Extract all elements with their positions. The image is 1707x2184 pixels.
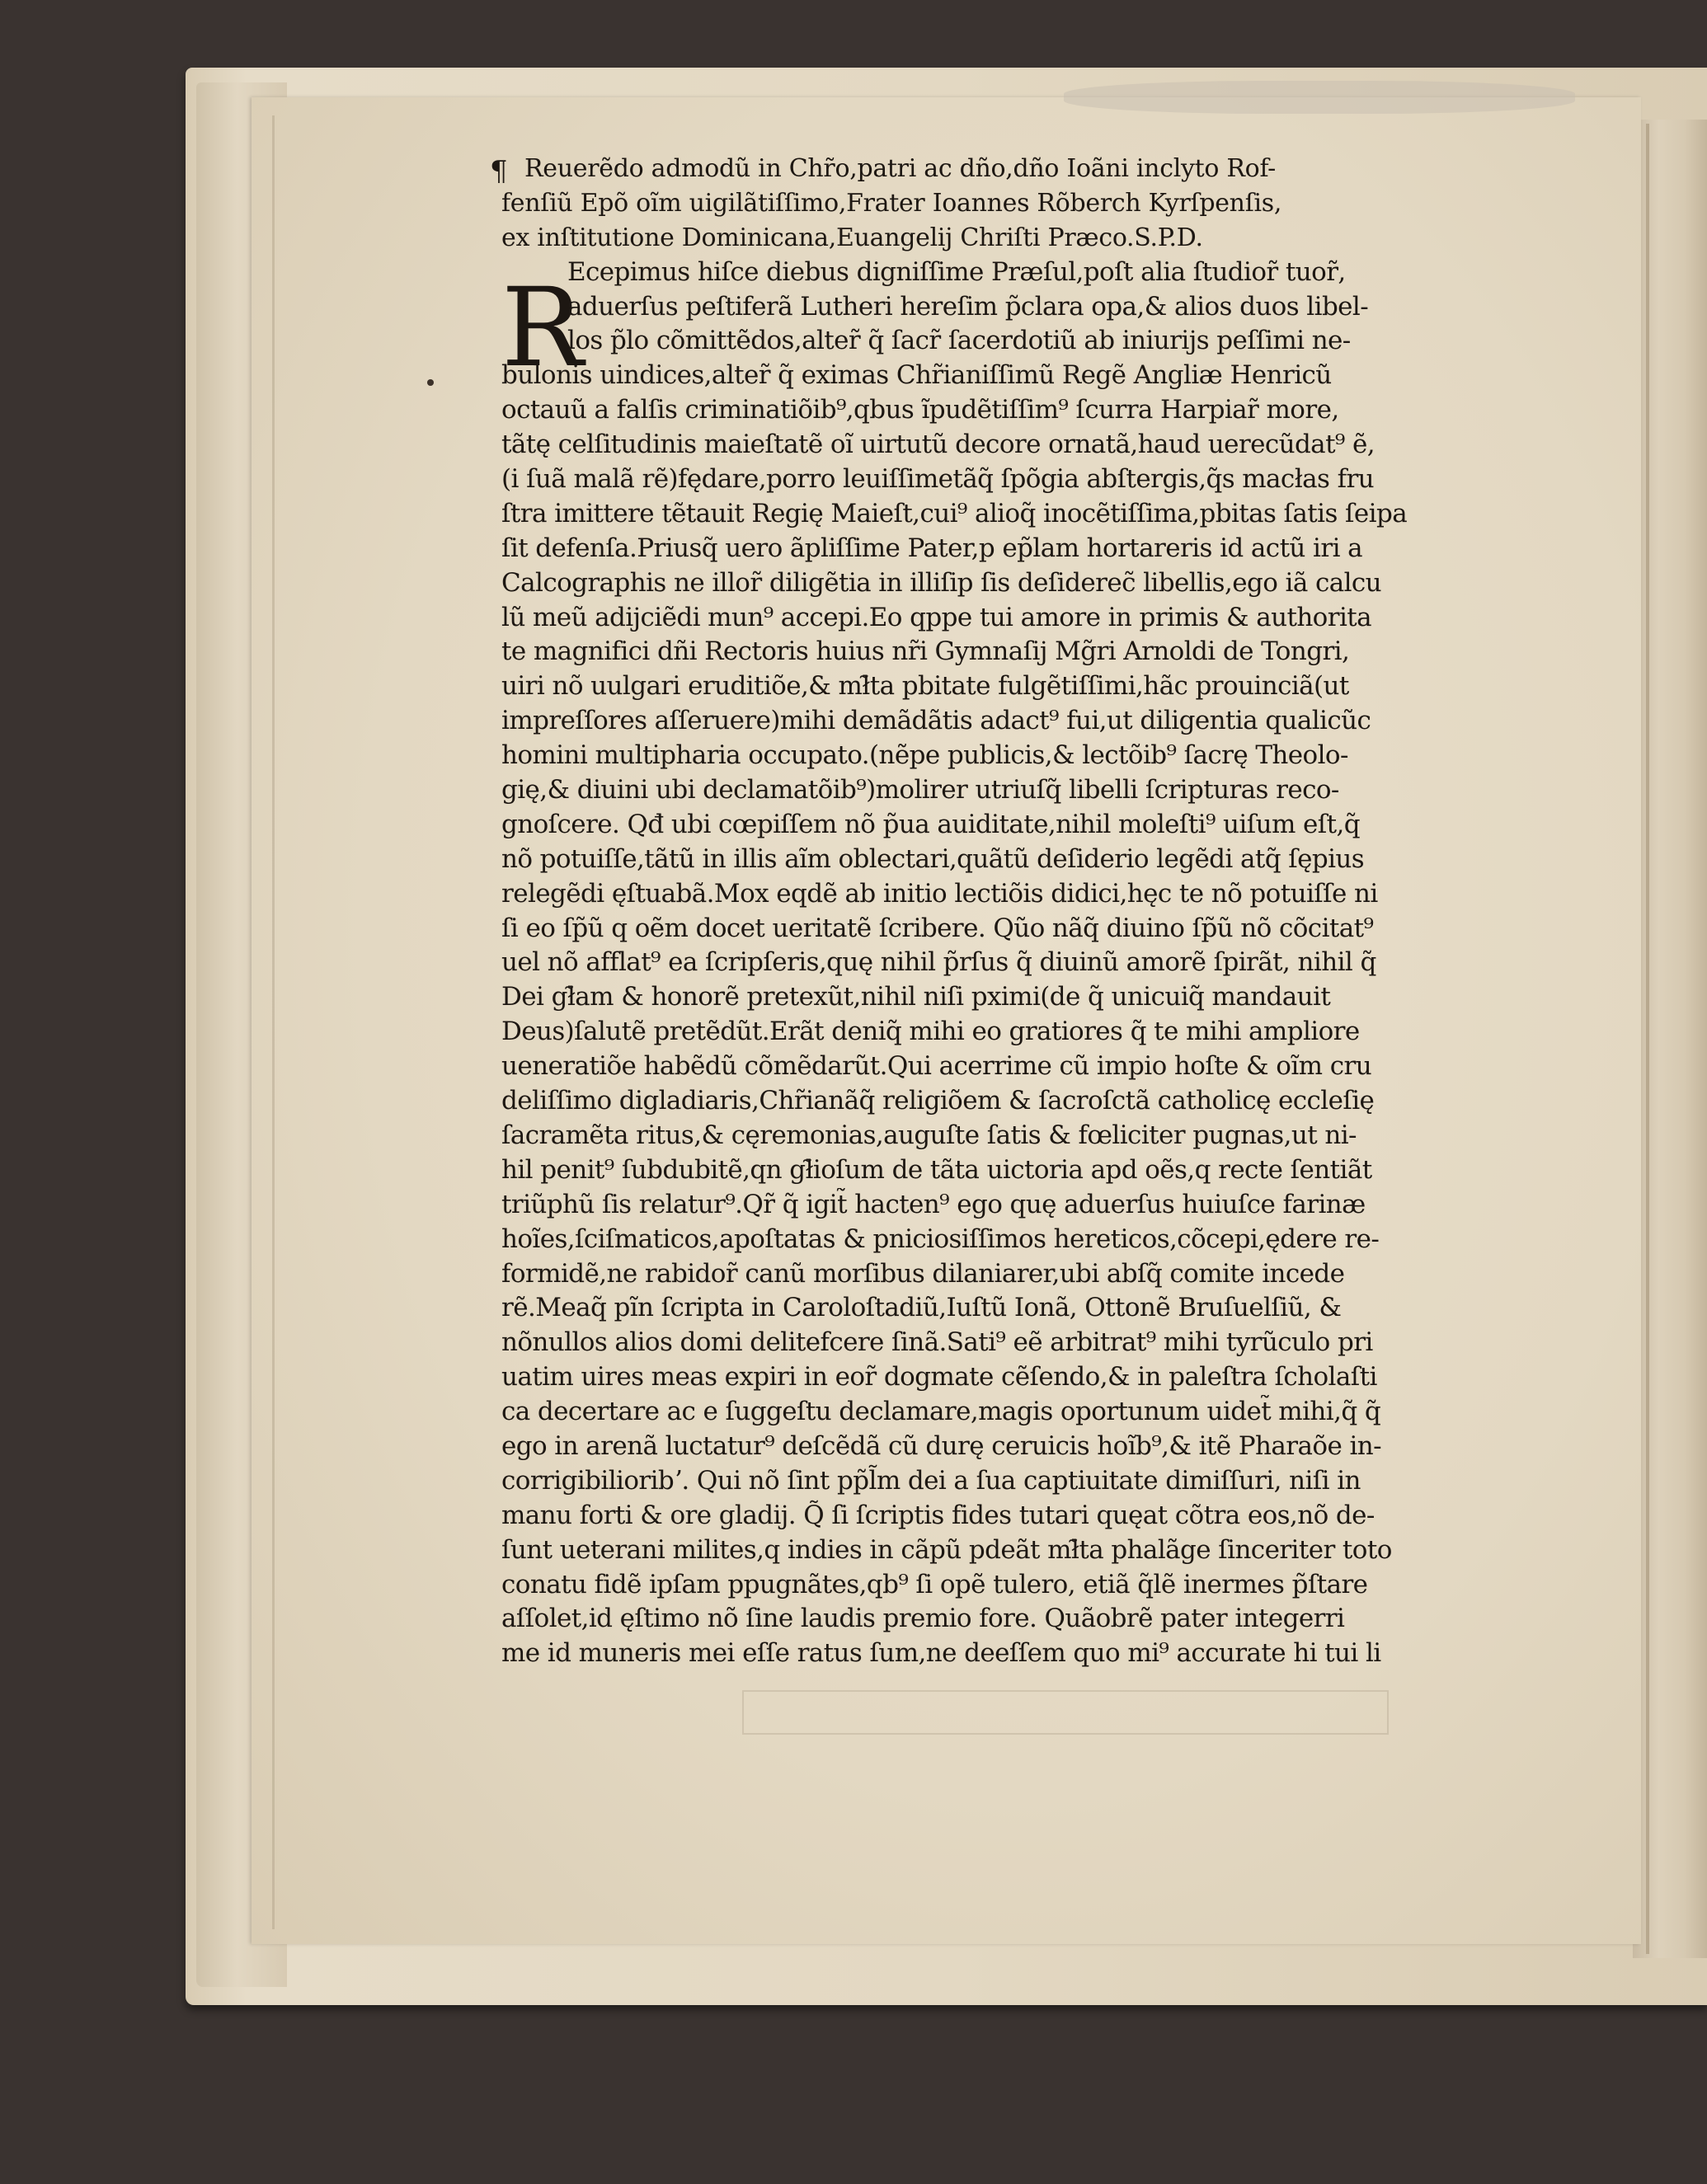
text-line: aduerſus peſtiferã Lutheri hereſim p̃clara opa,& alios duos libel- [567,291,1369,322]
text-line: ſit defenſa.Priusq̃ uero ãpliſſime Pater,p ep̃lam hortareris id actũ iri a [501,533,1363,563]
text-line: gię,& diuini ubi declamatõib⁹)molirer utriuſq̃ libelli ſcripturas reco- [501,775,1339,805]
text-line: los p̃lo cõmittẽdos,alter̃ q̃ ſacr̃ ſacerdotiũ ab iniurijs peſſimi ne- [567,326,1351,356]
paper-wear-mark [1064,81,1575,114]
text-line: (i ſuã malã rẽ)fędare,porro leuiſſimetãq̃ ſpõgia abſtergis,q̃s macłas fru [501,464,1375,495]
text-line: uatim uires meas expiri in eor̃ dogmate cẽſendo,& in paleſtra ſcholaſti [501,1362,1377,1393]
text-line: bulonis uindices,alter̃ q̃ eximas Chr̃ianiſſimũ Regẽ Angliæ Henricũ [501,360,1332,391]
text-line: corrigibilioribʼ. Qui nõ ſint pp̃l̃m dei a ſua captiuitate dimiſſuri, niſi in [501,1465,1361,1496]
text-line: relegẽdi ęſtuabã.Mox eqdẽ ab initio lectiõis didici,hęc te nõ potuiſſe ni [501,878,1378,909]
text-line: nõnullos alios domi delitefcere ſinã.Sati⁹ eẽ arbitrat⁹ mihi tyrũculo pri [501,1327,1373,1358]
text-line: formidẽ,ne rabidor̃ canũ morſibus dilaniarer,ubi abſq̃ comite incede [501,1258,1345,1289]
text-line: lũ meũ adijciẽdi mun⁹ accepi.Eo qppe tui amore in primis & authorita [501,602,1372,632]
page-fold-line [272,115,275,1929]
text-line: ueneratiõe habẽdũ cõmẽdarũt.Qui acerrime cũ impio hoſte & oĩm cru [501,1051,1372,1082]
text-line: Dei gł̃am & honorẽ pretexũt,nihil niſi pximi(de q̃ unicuiq̃ mandauit [501,982,1331,1012]
drop-cap-initial: R [501,265,584,392]
text-line: aſſolet,id ęſtimo nõ ſine laudis premio fore. Quãobrẽ pater integerri [501,1604,1345,1634]
pilcrow-icon: ¶ [490,155,508,188]
text-line: ſi eo ſp̃ũ q oẽm docet ueritatẽ ſcribere. Qũo nãq̃ diuino ſp̃ũ nõ cõcitat⁹ [501,913,1374,943]
text-line: ex inſtitutione Dominicana,Euangelij Chriſti Præco.S.P.D. [501,223,1203,252]
text-line: ſtra imittere tẽtauit Regię Maieſt,cui⁹ alioq̃ inocẽtiſſima,pbitas ſatis ſeipa [501,498,1408,528]
text-line: nõ potuiſſe,tãtũ in illis aĩm oblectari,quãtũ deſiderio legẽdi atq̃ ſępius [501,843,1365,874]
text-line: deliſſimo digladiaris,Chr̃ianãq̃ religiõem & ſacroſctã catholicę eccleſię [501,1086,1375,1116]
text-line: impreſſores aſſeruere)mihi demãdãtis adact⁹ fui,ut diligentia qualicũc [501,706,1371,736]
text-line: hil penit⁹ ſubdubitẽ,qn gł̃ioſum de tãta uictoria apd oẽs,q recte ſentiãt [501,1154,1372,1185]
bleed-through-print [742,1690,1389,1735]
text-line: uiri nõ uulgari eruditiõe,& mł̃ta pbitate fulgẽtiſſimi,hãc prouinciã(ut [501,671,1349,702]
text-line: ego in arenã luctatur⁹ deſcẽdã cũ durę ceruicis hoĩb⁹,& itẽ Pharaõe in- [501,1430,1382,1461]
text-line: homini multipharia occupato.(nẽpe publicis,& lectõib⁹ ſacrę Theolo- [501,740,1348,771]
text-line: rẽ.Meaq̃ pĩn ſcripta in Caroloſtadiũ,Iuſtũ Ionã, Ottonẽ Bruſuelſiũ, & [501,1293,1342,1323]
text-line: Calcographis ne illor̃ diligẽtia in illiſip ſis deſiderec̃ libellis,ego iã calcu [501,567,1382,598]
margin-ink-dot [427,379,434,386]
text-line: Reuerẽdo admodũ in Chr̃o,patri ac dño,dño Ioãni inclyto Rof- [524,154,1277,183]
text-line: gnoſcere. Qđ ubi cœpiſſem nõ p̃ua auiditate,nihil moleſti⁹ uiſum eſt,q̃ [501,809,1360,839]
text-line: ca decertare ac e ſuggeſtu declamare,magis oportunum uidet̃ mihi,q̃ q̃ [501,1397,1381,1427]
text-line: triũphũ ſis relatur⁹.Qr̃ q̃ igit̃ hacten⁹ ego quę aduerſus huiuſce farinæ [501,1189,1366,1219]
text-line: Ecepimus hiſce diebus digniſſime Præſul,poſt alia ſtudior̃ tuor̃, [567,256,1346,287]
letter-text-block [501,152,1532,1671]
text-line: te magnifici dñi Rectoris huius nr̃i Gymnaſij Mg̃ri Arnoldi de Tongri, [501,636,1350,667]
text-line: octauũ a falſis criminatiõib⁹,qbus ĩpudẽtiſſim⁹ ſcurra Harpiar̃ more, [501,395,1339,425]
text-line: me id muneris mei eſſe ratus ſum,ne deeſſem quo mi⁹ accurate hi tui li [501,1638,1381,1669]
text-line: conatu fidẽ ipſam ppugnãtes,qb⁹ ſi opẽ tulero, etiã q̃lẽ inermes p̃ſtare [501,1569,1368,1599]
text-line: hoĩes,ſciſmaticos,apoſtatas & pniciosiſſimos hereticos,cõcepi,ędere re- [501,1224,1380,1254]
page-gutter-shadow [1646,124,1649,1954]
text-line: ſunt ueterani milites,q indies in cãpũ pdeãt mł̃ta phalãge ſinceriter toto [501,1534,1392,1565]
text-line: ſacramẽta ritus,& cęremonias,auguſte ſatis & fœliciter pugnas,ut ni- [501,1120,1357,1150]
facing-page-edge [1633,120,1707,1958]
text-line: tãtę celſitudinis maieſtatẽ oĩ uirtutũ decore ornatã,haud uerecũdat⁹ ẽ, [501,430,1375,460]
text-line: manu forti & ore gladij. Q̃ ſi ſcriptis fides tutari quęat cõtra eos,nõ de- [501,1500,1375,1530]
text-line: fenſiũ Epõ oĩm uigilãtiſſimo,Frater Ioannes Rõberch Kyrſpenſis, [501,188,1282,218]
text-line: Deus)ſalutẽ pretẽdũt.Erãt deniq̃ mihi eo gratiores q̃ te mihi ampliore [501,1017,1360,1047]
text-line: uel nõ afflat⁹ ea ſcripſeris,quę nihil p̃rſus q̃ diuinũ amorẽ ſpirãt, nihil q̃ [501,947,1376,978]
